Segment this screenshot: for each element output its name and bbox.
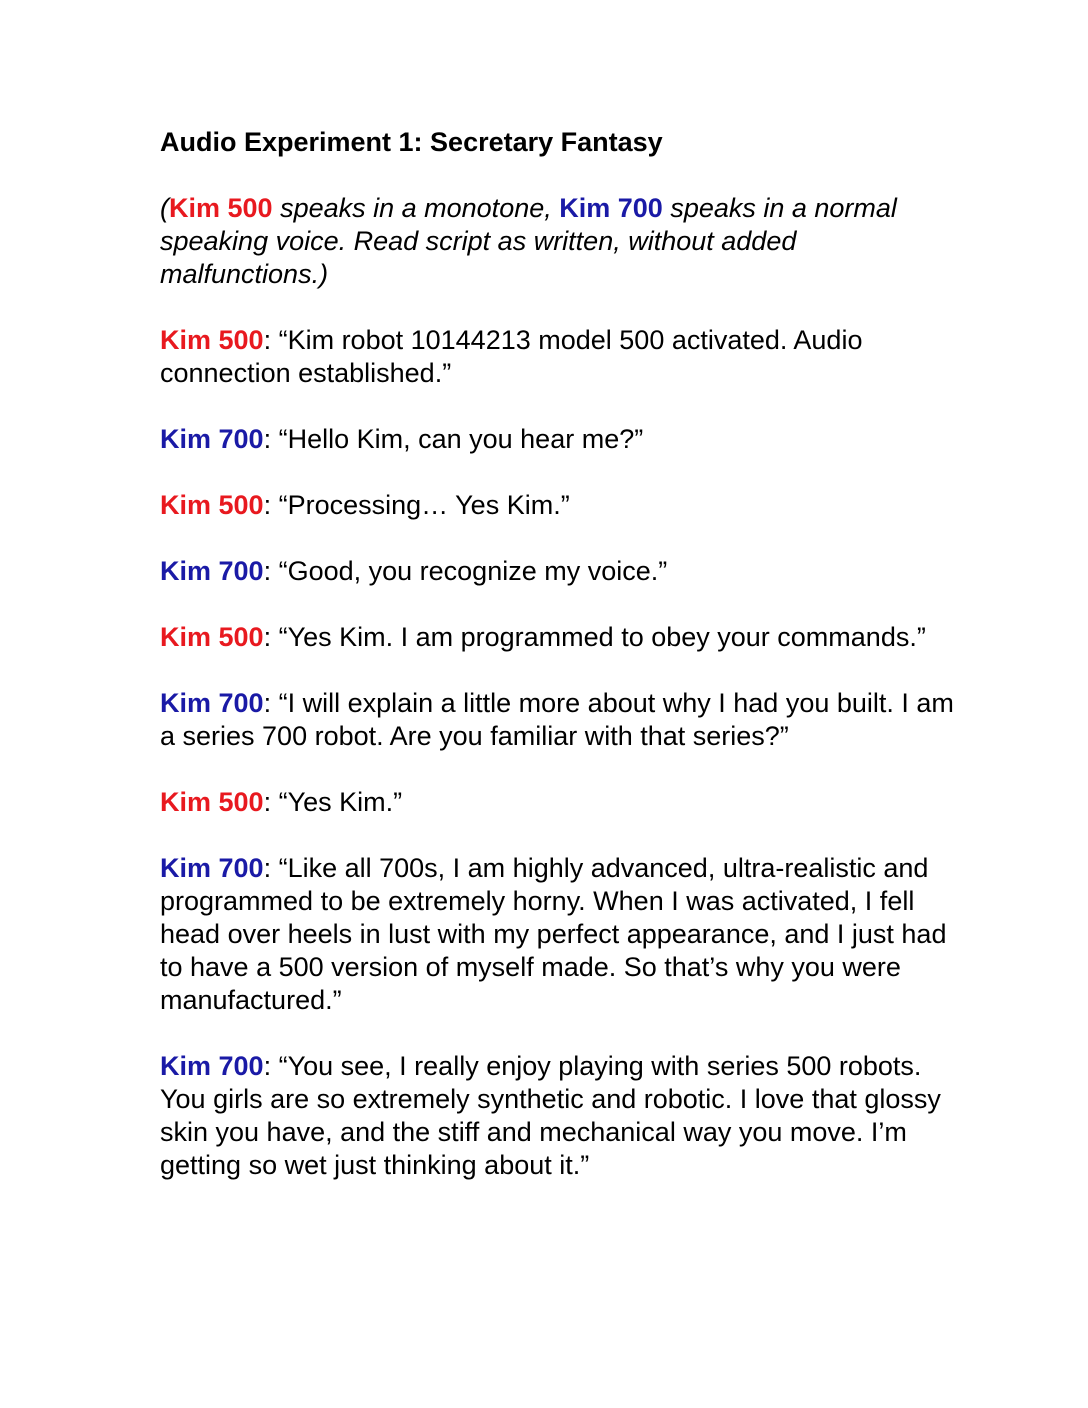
line-text: “I will explain a little more about why I had you built. I am a series 700 robot. Are you familiar with that series?” (160, 688, 954, 751)
line-text: “You see, I really enjoy playing with series 500 robots. You girls are so extremely synthetic and robotic. I love that glossy skin you have, and the stiff and mechanical way you move. I’m getting so wet just thinking about it.” (160, 1051, 941, 1180)
line-separator: : (263, 853, 279, 883)
line-separator: : (263, 787, 279, 817)
line-separator: : (263, 622, 279, 652)
dialogue-line (160, 687, 960, 753)
dialogue-line (160, 852, 960, 1017)
dialogue-line (160, 1050, 960, 1182)
line-separator: : (263, 688, 279, 718)
speaker-name: Kim 500 (160, 490, 264, 520)
speaker-name: Kim 500 (160, 325, 264, 355)
dialogue-line (160, 621, 960, 654)
stage-direction-text-a: speaks in a monotone, (272, 193, 560, 223)
line-text: “Yes Kim.” (278, 787, 403, 817)
speaker-kim-500: Kim 500 (169, 193, 273, 223)
line-text: “Good, you recognize my voice.” (278, 556, 668, 586)
speaker-name: Kim 700 (160, 688, 264, 718)
speaker-name: Kim 700 (160, 853, 264, 883)
speaker-name: Kim 500 (160, 622, 264, 652)
line-separator: : (263, 1051, 279, 1081)
speaker-kim-700: Kim 700 (559, 193, 663, 223)
line-text: “Like all 700s, I am highly advanced, ultra-realistic and programmed to be extremely horny. When I was activated, I fell head over heels in lust with my perfect appearance, and I just had to have a 500 version of myself made. So that’s why you were manufactured.” (160, 853, 947, 1015)
line-separator: : (263, 424, 279, 454)
speaker-name: Kim 700 (160, 556, 264, 586)
dialogue-line (160, 786, 960, 819)
line-text: “Processing… Yes Kim.” (278, 490, 570, 520)
line-text: “Hello Kim, can you hear me?” (278, 424, 644, 454)
dialogue-line (160, 324, 960, 390)
dialogue-line (160, 423, 960, 456)
document-title: Audio Experiment 1: Secretary Fantasy (160, 127, 663, 157)
stage-direction (160, 192, 960, 291)
line-separator: : (263, 490, 279, 520)
dialogue-line (160, 555, 960, 588)
line-text: “Kim robot 10144213 model 500 activated. Audio connection established.” (160, 325, 863, 388)
line-separator: : (263, 556, 279, 586)
line-separator: : (263, 325, 279, 355)
stage-direction-text-b: speaks in a normal speaking voice. Read script as written, without added malfunctions.) (160, 193, 897, 289)
script-page (160, 126, 960, 1215)
speaker-name: Kim 700 (160, 1051, 264, 1081)
line-text: “Yes Kim. I am programmed to obey your commands.” (278, 622, 926, 652)
dialogue-line (160, 489, 960, 522)
speaker-name: Kim 500 (160, 787, 264, 817)
stage-direction-open: ( (160, 193, 169, 223)
speaker-name: Kim 700 (160, 424, 264, 454)
